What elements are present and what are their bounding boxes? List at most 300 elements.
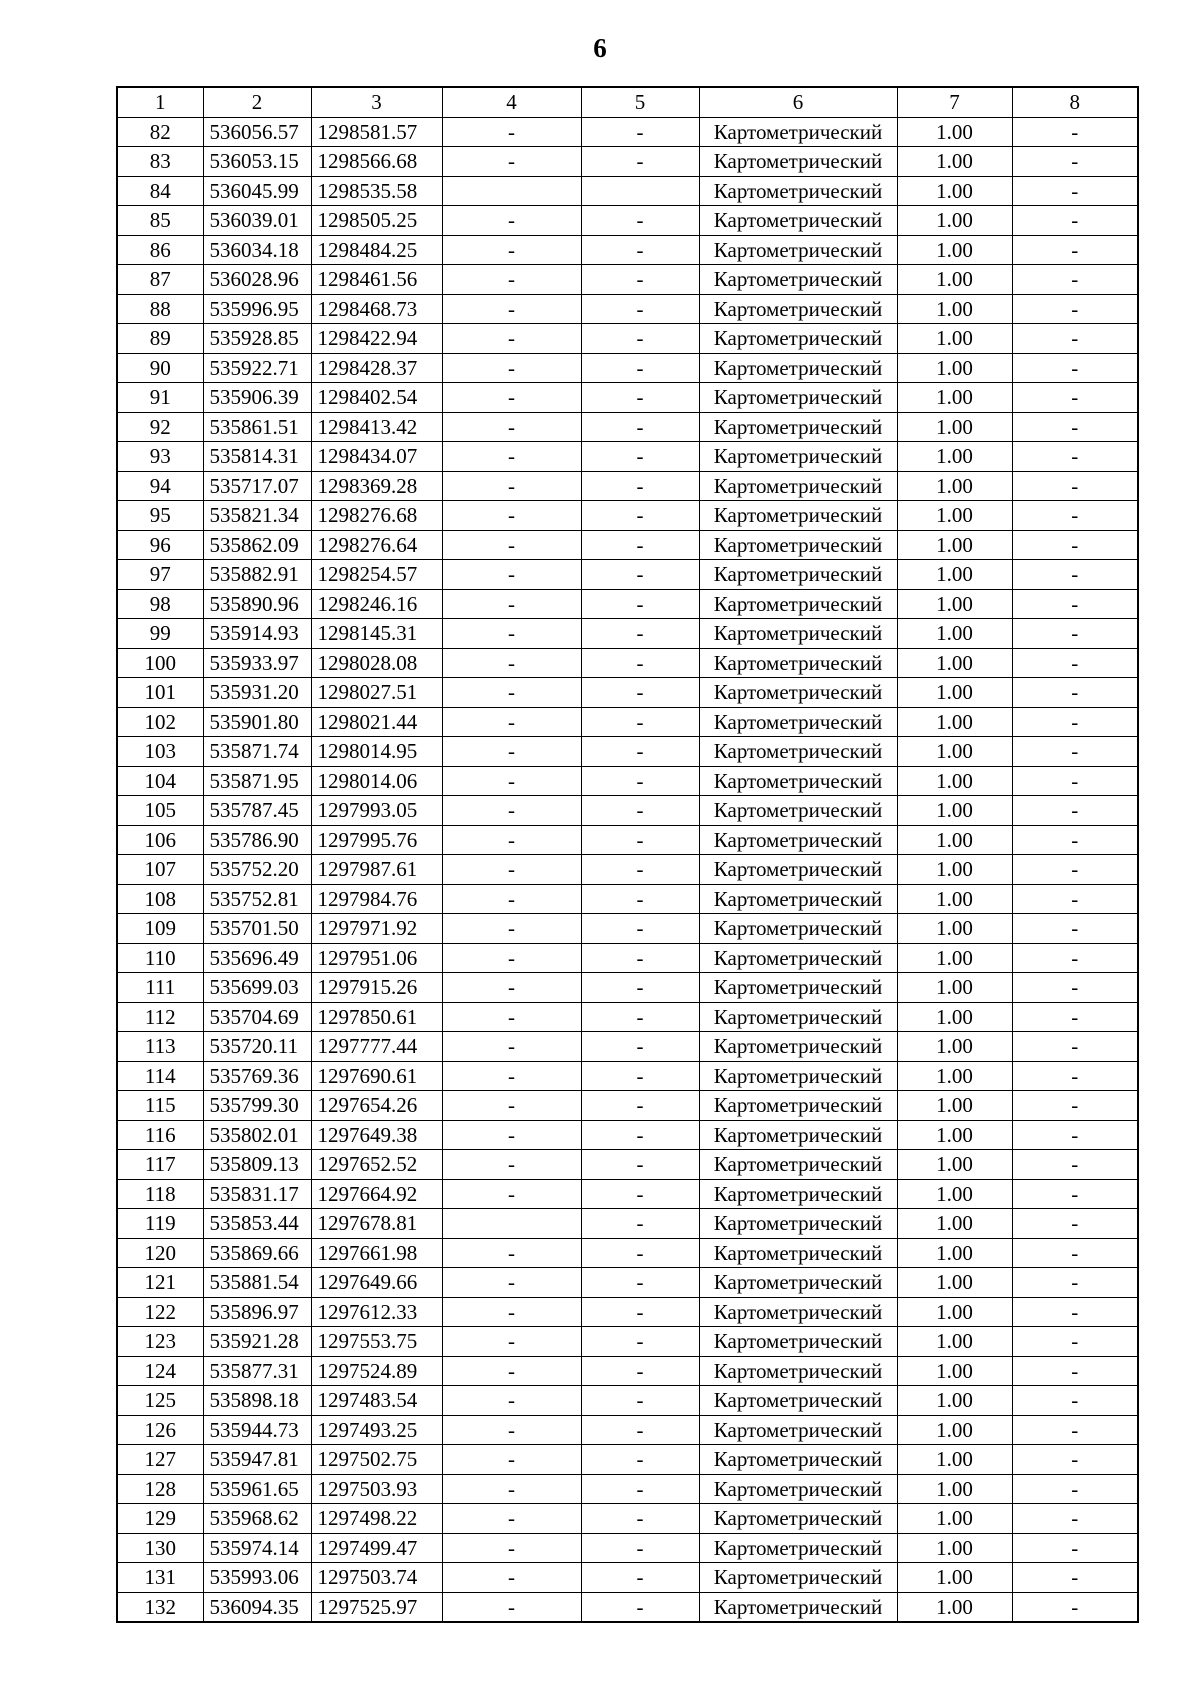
y-coordinate-cell: 1298566.68 <box>311 147 442 177</box>
accuracy-cell: 1.00 <box>897 560 1012 590</box>
col-5-cell: - <box>581 1179 699 1209</box>
col-8-cell: - <box>1012 1504 1138 1534</box>
col-5-cell: - <box>581 1238 699 1268</box>
col-8-cell: - <box>1012 1150 1138 1180</box>
y-coordinate-cell: 1297503.74 <box>311 1563 442 1593</box>
col-8-cell: - <box>1012 766 1138 796</box>
col-8-cell: - <box>1012 353 1138 383</box>
col-5-cell: - <box>581 1032 699 1062</box>
y-coordinate-cell: 1297493.25 <box>311 1415 442 1445</box>
col-8-cell: - <box>1012 294 1138 324</box>
col-5-cell: - <box>581 147 699 177</box>
col-5-cell: - <box>581 1504 699 1534</box>
point-number-cell: 82 <box>117 117 203 147</box>
point-number-cell: 85 <box>117 206 203 236</box>
table-row <box>117 1504 1138 1534</box>
x-coordinate-cell: 535752.81 <box>203 884 311 914</box>
point-number-cell: 92 <box>117 412 203 442</box>
method-cell: Картометрический <box>699 206 897 236</box>
y-coordinate-cell: 1297984.76 <box>311 884 442 914</box>
table-row <box>117 294 1138 324</box>
accuracy-cell: 1.00 <box>897 294 1012 324</box>
point-number-cell: 103 <box>117 737 203 767</box>
col-5-cell: - <box>581 1268 699 1298</box>
x-coordinate-cell: 535996.95 <box>203 294 311 324</box>
table-row <box>117 1445 1138 1475</box>
method-cell: Картометрический <box>699 1297 897 1327</box>
method-cell: Картометрический <box>699 1386 897 1416</box>
y-coordinate-cell: 1298428.37 <box>311 353 442 383</box>
col-5-cell: - <box>581 707 699 737</box>
col-4-cell: - <box>442 294 581 324</box>
col-5-cell: - <box>581 1533 699 1563</box>
table-row <box>117 1297 1138 1327</box>
method-cell: Картометрический <box>699 619 897 649</box>
col-8-cell: - <box>1012 1356 1138 1386</box>
x-coordinate-cell: 535802.01 <box>203 1120 311 1150</box>
header-cell: 3 <box>311 87 442 117</box>
col-8-cell: - <box>1012 1297 1138 1327</box>
accuracy-cell: 1.00 <box>897 1386 1012 1416</box>
point-number-cell: 113 <box>117 1032 203 1062</box>
point-number-cell: 87 <box>117 265 203 295</box>
x-coordinate-cell: 535906.39 <box>203 383 311 413</box>
col-4-cell: - <box>442 796 581 826</box>
col-8-cell: - <box>1012 176 1138 206</box>
accuracy-cell: 1.00 <box>897 1563 1012 1593</box>
x-coordinate-cell: 535928.85 <box>203 324 311 354</box>
col-8-cell: - <box>1012 589 1138 619</box>
col-4-cell: - <box>442 1032 581 1062</box>
col-5-cell: - <box>581 471 699 501</box>
y-coordinate-cell: 1297915.26 <box>311 973 442 1003</box>
y-coordinate-cell: 1297678.81 <box>311 1209 442 1239</box>
accuracy-cell: 1.00 <box>897 530 1012 560</box>
method-cell: Картометрический <box>699 884 897 914</box>
method-cell: Картометрический <box>699 825 897 855</box>
table-row <box>117 1002 1138 1032</box>
col-8-cell: - <box>1012 1327 1138 1357</box>
table-row <box>117 914 1138 944</box>
y-coordinate-cell: 1297987.61 <box>311 855 442 885</box>
point-number-cell: 109 <box>117 914 203 944</box>
accuracy-cell: 1.00 <box>897 1327 1012 1357</box>
point-number-cell: 114 <box>117 1061 203 1091</box>
header-cell: 4 <box>442 87 581 117</box>
point-number-cell: 91 <box>117 383 203 413</box>
col-5-cell: - <box>581 1150 699 1180</box>
x-coordinate-cell: 535947.81 <box>203 1445 311 1475</box>
point-number-cell: 84 <box>117 176 203 206</box>
x-coordinate-cell: 535699.03 <box>203 973 311 1003</box>
col-4-cell: - <box>442 619 581 649</box>
y-coordinate-cell: 1298581.57 <box>311 117 442 147</box>
coordinates-table <box>116 86 1139 1623</box>
table-row <box>117 147 1138 177</box>
col-4-cell: - <box>442 1474 581 1504</box>
col-4-cell: - <box>442 117 581 147</box>
accuracy-cell: 1.00 <box>897 1061 1012 1091</box>
accuracy-cell: 1.00 <box>897 265 1012 295</box>
col-4-cell: - <box>442 914 581 944</box>
x-coordinate-cell: 536094.35 <box>203 1592 311 1622</box>
point-number-cell: 111 <box>117 973 203 1003</box>
y-coordinate-cell: 1297649.38 <box>311 1120 442 1150</box>
col-5-cell: - <box>581 589 699 619</box>
y-coordinate-cell: 1297553.75 <box>311 1327 442 1357</box>
point-number-cell: 83 <box>117 147 203 177</box>
table-row <box>117 501 1138 531</box>
method-cell: Картометрический <box>699 324 897 354</box>
table-row <box>117 825 1138 855</box>
x-coordinate-cell: 536053.15 <box>203 147 311 177</box>
point-number-cell: 124 <box>117 1356 203 1386</box>
point-number-cell: 95 <box>117 501 203 531</box>
x-coordinate-cell: 535898.18 <box>203 1386 311 1416</box>
col-5-cell: - <box>581 648 699 678</box>
point-number-cell: 119 <box>117 1209 203 1239</box>
accuracy-cell: 1.00 <box>897 383 1012 413</box>
col-8-cell: - <box>1012 1386 1138 1416</box>
point-number-cell: 130 <box>117 1533 203 1563</box>
point-number-cell: 102 <box>117 707 203 737</box>
table-row <box>117 678 1138 708</box>
point-number-cell: 117 <box>117 1150 203 1180</box>
accuracy-cell: 1.00 <box>897 1032 1012 1062</box>
table-row <box>117 530 1138 560</box>
col-8-cell: - <box>1012 1445 1138 1475</box>
col-8-cell: - <box>1012 973 1138 1003</box>
point-number-cell: 89 <box>117 324 203 354</box>
col-5-cell: - <box>581 855 699 885</box>
x-coordinate-cell: 536028.96 <box>203 265 311 295</box>
method-cell: Картометрический <box>699 176 897 206</box>
x-coordinate-cell: 535944.73 <box>203 1415 311 1445</box>
col-4-cell: - <box>442 383 581 413</box>
y-coordinate-cell: 1297524.89 <box>311 1356 442 1386</box>
point-number-cell: 99 <box>117 619 203 649</box>
method-cell: Картометрический <box>699 412 897 442</box>
col-4-cell: - <box>442 707 581 737</box>
y-coordinate-cell: 1298276.68 <box>311 501 442 531</box>
y-coordinate-cell: 1298246.16 <box>311 589 442 619</box>
accuracy-cell: 1.00 <box>897 825 1012 855</box>
accuracy-cell: 1.00 <box>897 796 1012 826</box>
accuracy-cell: 1.00 <box>897 1179 1012 1209</box>
point-number-cell: 96 <box>117 530 203 560</box>
method-cell: Картометрический <box>699 1061 897 1091</box>
method-cell: Картометрический <box>699 1445 897 1475</box>
col-8-cell: - <box>1012 855 1138 885</box>
y-coordinate-cell: 1297690.61 <box>311 1061 442 1091</box>
col-5-cell: - <box>581 1474 699 1504</box>
col-5-cell: - <box>581 796 699 826</box>
method-cell: Картометрический <box>699 501 897 531</box>
x-coordinate-cell: 535704.69 <box>203 1002 311 1032</box>
col-4-cell: - <box>442 855 581 885</box>
y-coordinate-cell: 1297525.97 <box>311 1592 442 1622</box>
col-5-cell: - <box>581 501 699 531</box>
col-5-cell: - <box>581 619 699 649</box>
col-5-cell: - <box>581 914 699 944</box>
method-cell: Картометрический <box>699 147 897 177</box>
col-4-cell: - <box>442 766 581 796</box>
point-number-cell: 118 <box>117 1179 203 1209</box>
method-cell: Картометрический <box>699 796 897 826</box>
x-coordinate-cell: 535752.20 <box>203 855 311 885</box>
col-8-cell: - <box>1012 501 1138 531</box>
y-coordinate-cell: 1298484.25 <box>311 235 442 265</box>
col-4-cell: - <box>442 1445 581 1475</box>
point-number-cell: 128 <box>117 1474 203 1504</box>
y-coordinate-cell: 1297664.92 <box>311 1179 442 1209</box>
accuracy-cell: 1.00 <box>897 1415 1012 1445</box>
method-cell: Картометрический <box>699 353 897 383</box>
col-5-cell: - <box>581 737 699 767</box>
accuracy-cell: 1.00 <box>897 589 1012 619</box>
col-8-cell: - <box>1012 943 1138 973</box>
method-cell: Картометрический <box>699 914 897 944</box>
accuracy-cell: 1.00 <box>897 737 1012 767</box>
method-cell: Картометрический <box>699 707 897 737</box>
col-4-cell: - <box>442 737 581 767</box>
col-4-cell: - <box>442 1415 581 1445</box>
y-coordinate-cell: 1297498.22 <box>311 1504 442 1534</box>
accuracy-cell: 1.00 <box>897 973 1012 1003</box>
x-coordinate-cell: 535914.93 <box>203 619 311 649</box>
y-coordinate-cell: 1298254.57 <box>311 560 442 590</box>
x-coordinate-cell: 535861.51 <box>203 412 311 442</box>
col-8-cell: - <box>1012 324 1138 354</box>
table-row <box>117 1327 1138 1357</box>
table-row <box>117 1268 1138 1298</box>
x-coordinate-cell: 535799.30 <box>203 1091 311 1121</box>
point-number-cell: 115 <box>117 1091 203 1121</box>
y-coordinate-cell: 1297483.54 <box>311 1386 442 1416</box>
y-coordinate-cell: 1298027.51 <box>311 678 442 708</box>
accuracy-cell: 1.00 <box>897 235 1012 265</box>
y-coordinate-cell: 1297971.92 <box>311 914 442 944</box>
col-5-cell: - <box>581 973 699 1003</box>
table-row <box>117 235 1138 265</box>
y-coordinate-cell: 1297503.93 <box>311 1474 442 1504</box>
col-4-cell: - <box>442 412 581 442</box>
col-4-cell: - <box>442 1592 581 1622</box>
col-5-cell: - <box>581 825 699 855</box>
table-row <box>117 471 1138 501</box>
method-cell: Картометрический <box>699 1327 897 1357</box>
col-5-cell: - <box>581 1209 699 1239</box>
col-8-cell: - <box>1012 1474 1138 1504</box>
point-number-cell: 127 <box>117 1445 203 1475</box>
accuracy-cell: 1.00 <box>897 1533 1012 1563</box>
col-5-cell: - <box>581 206 699 236</box>
table-row <box>117 1061 1138 1091</box>
point-number-cell: 129 <box>117 1504 203 1534</box>
col-4-cell: - <box>442 1150 581 1180</box>
x-coordinate-cell: 535862.09 <box>203 530 311 560</box>
method-cell: Картометрический <box>699 1474 897 1504</box>
col-8-cell: - <box>1012 1179 1138 1209</box>
point-number-cell: 132 <box>117 1592 203 1622</box>
col-8-cell: - <box>1012 1268 1138 1298</box>
y-coordinate-cell: 1298505.25 <box>311 206 442 236</box>
method-cell: Картометрический <box>699 1268 897 1298</box>
table-row <box>117 353 1138 383</box>
table-row <box>117 412 1138 442</box>
x-coordinate-cell: 535821.34 <box>203 501 311 531</box>
col-5-cell: - <box>581 1297 699 1327</box>
col-8-cell: - <box>1012 1061 1138 1091</box>
col-5-cell: - <box>581 1563 699 1593</box>
method-cell: Картометрический <box>699 383 897 413</box>
y-coordinate-cell: 1297649.66 <box>311 1268 442 1298</box>
table-row <box>117 766 1138 796</box>
point-number-cell: 131 <box>117 1563 203 1593</box>
col-4-cell: - <box>442 1386 581 1416</box>
col-5-cell <box>581 176 699 206</box>
x-coordinate-cell: 536034.18 <box>203 235 311 265</box>
col-8-cell: - <box>1012 737 1138 767</box>
y-coordinate-cell: 1298422.94 <box>311 324 442 354</box>
accuracy-cell: 1.00 <box>897 1091 1012 1121</box>
table-row <box>117 206 1138 236</box>
method-cell: Картометрический <box>699 855 897 885</box>
table-row <box>117 1533 1138 1563</box>
method-cell: Картометрический <box>699 1150 897 1180</box>
point-number-cell: 101 <box>117 678 203 708</box>
accuracy-cell: 1.00 <box>897 1592 1012 1622</box>
col-5-cell: - <box>581 560 699 590</box>
y-coordinate-cell: 1297777.44 <box>311 1032 442 1062</box>
col-8-cell: - <box>1012 265 1138 295</box>
x-coordinate-cell: 535974.14 <box>203 1533 311 1563</box>
col-8-cell: - <box>1012 206 1138 236</box>
method-cell: Картометрический <box>699 1120 897 1150</box>
table-row <box>117 884 1138 914</box>
y-coordinate-cell: 1298535.58 <box>311 176 442 206</box>
table-row <box>117 1179 1138 1209</box>
point-number-cell: 104 <box>117 766 203 796</box>
y-coordinate-cell: 1297993.05 <box>311 796 442 826</box>
point-number-cell: 94 <box>117 471 203 501</box>
col-8-cell: - <box>1012 796 1138 826</box>
col-4-cell: - <box>442 501 581 531</box>
table-row <box>117 1356 1138 1386</box>
point-number-cell: 97 <box>117 560 203 590</box>
x-coordinate-cell: 535901.80 <box>203 707 311 737</box>
accuracy-cell: 1.00 <box>897 117 1012 147</box>
col-4-cell: - <box>442 589 581 619</box>
col-8-cell: - <box>1012 1002 1138 1032</box>
x-coordinate-cell: 536056.57 <box>203 117 311 147</box>
col-5-cell: - <box>581 1327 699 1357</box>
point-number-cell: 112 <box>117 1002 203 1032</box>
x-coordinate-cell: 535769.36 <box>203 1061 311 1091</box>
col-8-cell: - <box>1012 825 1138 855</box>
point-number-cell: 123 <box>117 1327 203 1357</box>
x-coordinate-cell: 536039.01 <box>203 206 311 236</box>
header-cell: 5 <box>581 87 699 117</box>
point-number-cell: 108 <box>117 884 203 914</box>
y-coordinate-cell: 1297612.33 <box>311 1297 442 1327</box>
y-coordinate-cell: 1297654.26 <box>311 1091 442 1121</box>
col-8-cell: - <box>1012 471 1138 501</box>
col-4-cell: - <box>442 1061 581 1091</box>
col-8-cell: - <box>1012 707 1138 737</box>
col-8-cell: - <box>1012 1563 1138 1593</box>
accuracy-cell: 1.00 <box>897 1356 1012 1386</box>
col-5-cell: - <box>581 1386 699 1416</box>
table-row <box>117 265 1138 295</box>
method-cell: Картометрический <box>699 943 897 973</box>
x-coordinate-cell: 535717.07 <box>203 471 311 501</box>
point-number-cell: 125 <box>117 1386 203 1416</box>
y-coordinate-cell: 1297995.76 <box>311 825 442 855</box>
y-coordinate-cell: 1297850.61 <box>311 1002 442 1032</box>
col-5-cell: - <box>581 1120 699 1150</box>
x-coordinate-cell: 535814.31 <box>203 442 311 472</box>
x-coordinate-cell: 535831.17 <box>203 1179 311 1209</box>
col-8-cell: - <box>1012 1533 1138 1563</box>
table-row <box>117 117 1138 147</box>
accuracy-cell: 1.00 <box>897 619 1012 649</box>
accuracy-cell: 1.00 <box>897 1297 1012 1327</box>
col-8-cell: - <box>1012 235 1138 265</box>
col-4-cell: - <box>442 825 581 855</box>
accuracy-cell: 1.00 <box>897 501 1012 531</box>
accuracy-cell: 1.00 <box>897 353 1012 383</box>
col-5-cell: - <box>581 265 699 295</box>
y-coordinate-cell: 1298369.28 <box>311 471 442 501</box>
col-8-cell: - <box>1012 1032 1138 1062</box>
col-8-cell: - <box>1012 1091 1138 1121</box>
col-8-cell: - <box>1012 1415 1138 1445</box>
table-row <box>117 1120 1138 1150</box>
method-cell: Картометрический <box>699 1032 897 1062</box>
accuracy-cell: 1.00 <box>897 1150 1012 1180</box>
col-4-cell: - <box>442 265 581 295</box>
col-4-cell: - <box>442 353 581 383</box>
method-cell: Картометрический <box>699 1238 897 1268</box>
accuracy-cell: 1.00 <box>897 855 1012 885</box>
col-4-cell: - <box>442 1327 581 1357</box>
table-row <box>117 943 1138 973</box>
table-row <box>117 1150 1138 1180</box>
point-number-cell: 98 <box>117 589 203 619</box>
col-4-cell: - <box>442 1504 581 1534</box>
col-5-cell: - <box>581 1356 699 1386</box>
table-row <box>117 619 1138 649</box>
accuracy-cell: 1.00 <box>897 412 1012 442</box>
x-coordinate-cell: 535786.90 <box>203 825 311 855</box>
col-4-cell: - <box>442 442 581 472</box>
col-4-cell: - <box>442 147 581 177</box>
accuracy-cell: 1.00 <box>897 884 1012 914</box>
table-row <box>117 324 1138 354</box>
x-coordinate-cell: 535869.66 <box>203 1238 311 1268</box>
x-coordinate-cell: 535931.20 <box>203 678 311 708</box>
col-8-cell: - <box>1012 648 1138 678</box>
y-coordinate-cell: 1297661.98 <box>311 1238 442 1268</box>
y-coordinate-cell: 1298413.42 <box>311 412 442 442</box>
table-row <box>117 1032 1138 1062</box>
point-number-cell: 121 <box>117 1268 203 1298</box>
method-cell: Картометрический <box>699 973 897 1003</box>
col-8-cell: - <box>1012 147 1138 177</box>
method-cell: Картометрический <box>699 294 897 324</box>
col-8-cell: - <box>1012 1120 1138 1150</box>
